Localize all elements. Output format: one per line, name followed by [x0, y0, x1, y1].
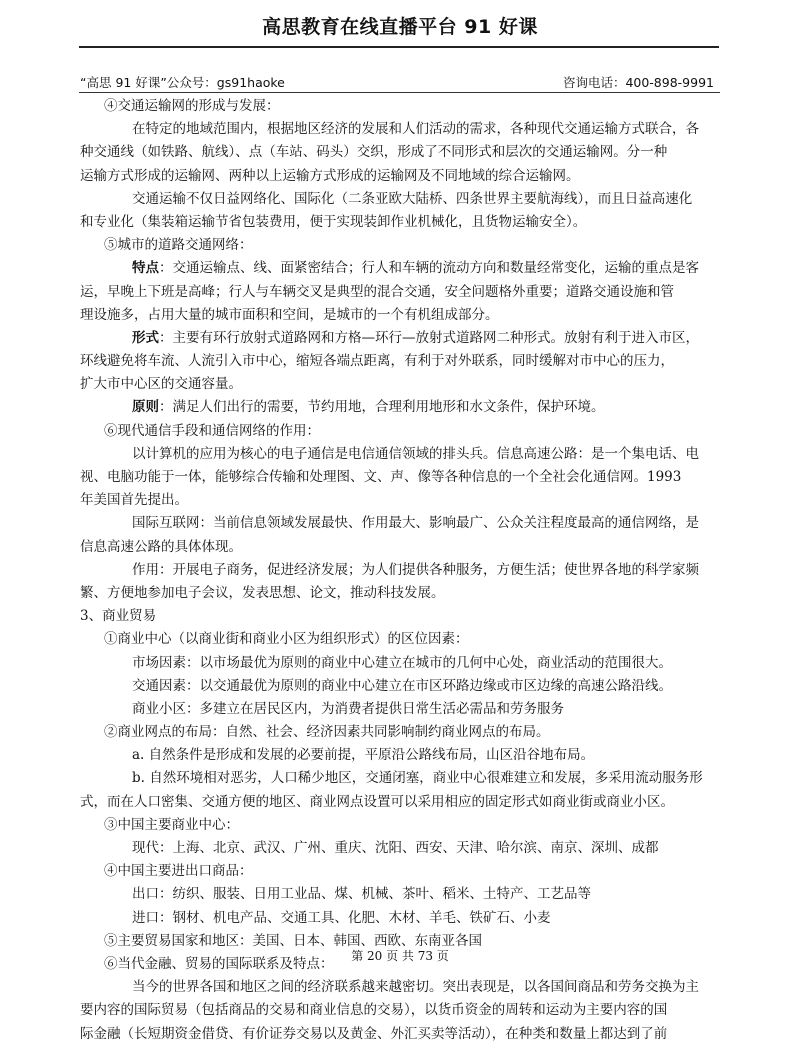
sub-item-line: [80, 652, 725, 675]
line-text: ⑥现代通信手段和通信网络的作用：: [104, 422, 320, 439]
line-text: ⑤主要贸易国家和地区：美国、日本、韩国、西欧、东南亚各国: [104, 932, 482, 949]
subsection-heading: [80, 721, 725, 744]
line-text: 式，而在人口密集、交通方便的地区、商业网点设置可以采用相应的固定形式如商业街或商业小区。: [80, 793, 674, 810]
paragraph-continuation-line: [80, 350, 725, 373]
line-text: 运输方式形成的运输网、两种以上运输方式形成的运输网及不同地域的综合运输网。: [80, 167, 580, 184]
header-wechat-account: “高思 91 好课”公众号：gs91haoke: [80, 75, 285, 90]
line-text: ：主要有环行放射式道路网和方格—环行—放射式道路网二种形式。放射有利于进入市区，: [159, 329, 699, 346]
paragraph-line: [80, 327, 725, 350]
line-text: 年美国首先提出。: [80, 492, 188, 509]
term-label: 特点: [132, 260, 159, 277]
header-rule: [79, 92, 720, 93]
paragraph-line: [80, 188, 725, 211]
line-text: 理设施多，占用大量的城市面积和空间，是城市的一个有机组成部分。: [80, 306, 499, 323]
line-text: 环线避免将车流、人流引入市中心，缩短各端点距离，有利于对外联系，同时缓解对市中心的压力，: [80, 353, 674, 370]
term-label: 形式: [132, 329, 159, 346]
page-header: [0, 0, 800, 100]
subsection-heading: [80, 95, 725, 118]
line-text: 要内容的国际贸易（包括商品的交易和商业信息的交易），以货币资金的周转和运动为主要内容的国: [80, 1002, 668, 1019]
sub-item-line: [80, 675, 725, 698]
line-text: 市场因素：以市场最优为原则的商业中心建立在城市的几何中心处，商业活动的范围很大。: [132, 654, 672, 671]
sub-item-line: [80, 883, 725, 906]
line-text: ③中国主要商业中心：: [104, 816, 239, 833]
line-text: ：交通运输点、线、面紧密结合；行人和车辆的流动方向和数量经常变化，运输的重点是客: [159, 260, 699, 277]
line-text: 视、电脑功能于一体，能够综合传输和处理图、文、声、像等各种信息的一个全社会化通信网。1993: [80, 469, 682, 485]
line-text: 繁、方便地参加电子会议，发表思想、论文，推动科技发展。: [80, 584, 445, 601]
subsection-heading: [80, 860, 725, 883]
line-text: ④中国主要进出口商品：: [104, 863, 253, 880]
paragraph-line: [80, 118, 725, 141]
line-text: 际金融（长短期资金借贷、有价证券交易以及黄金、外汇买卖等活动），在种类和数量上都达到了前: [80, 1025, 668, 1042]
paragraph-continuation-line: [80, 373, 725, 396]
section-heading: [80, 605, 725, 628]
paragraph-continuation-line: [80, 489, 725, 512]
paragraph-continuation-line: [80, 141, 725, 164]
sub-item-line: [80, 744, 725, 767]
line-text: 信息高速公路的具体体现。: [80, 538, 242, 555]
sub-item-line: [80, 837, 725, 860]
line-text: a. 自然条件是形成和发展的必要前提，平原沿公路线布局，山区沿谷地布局。: [132, 747, 595, 764]
line-text: 作用：开展电子商务，促进经济发展；为人们提供各种服务，方便生活；使世界各地的科学家频: [132, 561, 699, 578]
subsection-heading: [80, 628, 725, 651]
line-text: 国际互联网：当前信息领域发展最快、作用最大、影响最广、公众关注程度最高的通信网络，是: [132, 515, 699, 532]
line-text: 运，早晚上下班是高峰；行人与车辆交叉是典型的混合交通，安全问题格外重要；道路交通设施和管: [80, 283, 674, 300]
line-text: 出口：纺织、服装、日用工业品、煤、机械、茶叶、稻米、土特产、工艺品等: [132, 886, 591, 903]
paragraph-continuation-line: [80, 211, 725, 234]
header-title: 高思教育在线直播平台 91 好课: [262, 16, 538, 38]
subsection-heading: [80, 420, 725, 443]
line-text: 现代：上海、北京、武汉、广州、重庆、沈阳、西安、天津、哈尔滨、南京、深圳、成都: [132, 840, 659, 856]
paragraph-continuation-line: [80, 791, 725, 814]
paragraph-continuation-line: [80, 1023, 725, 1046]
paragraph-continuation-line: [80, 536, 725, 559]
line-text: ⑥当代金融、贸易的国际联系及特点：: [104, 955, 334, 972]
line-text: 当今的世界各国和地区之间的经济联系越来越密切。突出表现是，以各国间商品和劳务交换为主: [132, 979, 699, 996]
paragraph-continuation-line: [80, 165, 725, 188]
document-body: [80, 95, 725, 1046]
paragraph-line: [80, 559, 725, 582]
line-text: 种交通线（如铁路、航线）、点（车站、码头）交织，形成了不同形式和层次的交通运输网。分一种: [80, 144, 668, 161]
line-text: ：满足人们出行的需要，节约用地，合理利用地形和水文条件，保护环境。: [159, 399, 605, 416]
paragraph-line: [80, 443, 725, 466]
line-text: 3、商业贸易: [80, 608, 157, 625]
sub-item-line: [80, 698, 725, 721]
line-text: 商业小区：多建立在居民区内，为消费者提供日常生活必需品和劳务服务: [132, 700, 564, 717]
line-text: 在特定的地域范围内，根据地区经济的发展和人们活动的需求，各种现代交通运输方式联合，各: [132, 121, 699, 138]
paragraph-line: [80, 976, 725, 999]
subsection-heading: [80, 234, 725, 257]
term-label: 原则: [132, 399, 159, 416]
line-text: 交通运输不仅日益网络化、国际化（二条亚欧大陆桥、四条世界主要航海线），而且日益高速化: [132, 190, 693, 207]
line-text: 进口：钢材、机电产品、交通工具、化肥、木材、羊毛、铁矿石、小麦: [132, 909, 551, 926]
line-text: ④交通运输网的形成与发展：: [104, 98, 280, 114]
line-text: ②商业网点的布局：自然、社会、经济因素共同影响制约商业网点的布局。: [104, 724, 550, 741]
sub-item-line: [80, 907, 725, 930]
paragraph-line: [80, 396, 725, 419]
sub-item-line: [80, 767, 725, 790]
header-divider: [79, 46, 719, 48]
line-text: 扩大市中心区的交通容量。: [80, 376, 242, 393]
line-text: ⑤城市的道路交通网络：: [104, 237, 253, 254]
subsection-heading: [80, 814, 725, 837]
line-text: 交通因素：以交通最优为原则的商业中心建立在市区环路边缘或市区边缘的高速公路沿线。: [132, 677, 672, 694]
line-text: ①商业中心（以商业街和商业小区为组织形式）的区位因素：: [104, 631, 469, 648]
paragraph-continuation-line: [80, 999, 725, 1022]
line-text: 以计算机的应用为核心的电子通信是电信通信领域的排头兵。信息高速公路：是一个集电话、电: [132, 445, 699, 462]
line-text: b. 自然环境相对恶劣，人口稀少地区，交通闭塞，商业中心很难建立和发展，多采用流动服务形: [132, 770, 703, 787]
paragraph-line: [80, 512, 725, 535]
page-number: 第 20 页 共 73 页: [351, 949, 449, 963]
paragraph-continuation-line: [80, 466, 725, 489]
paragraph-continuation-line: [80, 304, 725, 327]
paragraph-continuation-line: [80, 582, 725, 605]
paragraph-line: [80, 257, 725, 280]
paragraph-continuation-line: [80, 281, 725, 304]
header-phone: 咨询电话：400-898-9991: [562, 75, 714, 90]
line-text: 和专业化（集装箱运输节省包装费用，便于实现装卸作业机械化，且货物运输安全）。: [80, 213, 587, 230]
